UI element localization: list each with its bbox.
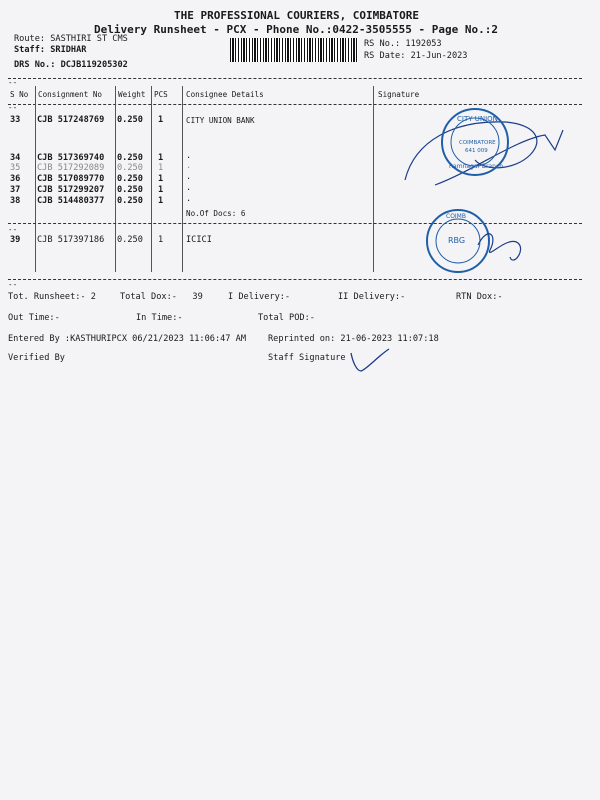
- row-sno: 34: [10, 153, 21, 163]
- barcode: [230, 38, 358, 62]
- row-weight: 0.250: [117, 174, 143, 184]
- rs-date: RS Date: 21-Jun-2023: [364, 51, 468, 61]
- bank-stamp-2: [418, 205, 538, 285]
- reprinted-on: Reprinted on: 21-06-2023 11:07:18: [268, 334, 439, 344]
- divider-mark: --: [8, 78, 18, 87]
- row-consignment: CJB 517369740: [37, 153, 105, 163]
- runsheet-title: Delivery Runsheet - PCX - Phone No.:0422-3505555 - Page No.:2: [94, 23, 498, 36]
- row-weight: 0.250: [117, 153, 143, 163]
- staff-signature-label: Staff Signature: [268, 353, 346, 363]
- divider: [8, 78, 582, 79]
- row-consignment: CJB 517299207: [37, 185, 105, 195]
- company-title: THE PROFESSIONAL COURIERS, COIMBATORE: [174, 9, 420, 22]
- column-line: [151, 86, 152, 272]
- no-of-docs: No.Of Docs: 6: [186, 209, 246, 218]
- row-pcs: 1: [158, 174, 164, 184]
- tot-runsheet: Tot. Runsheet:- 2: [8, 292, 96, 302]
- row-consignment: CJB 517089770: [37, 174, 105, 184]
- divider-mark: --: [8, 280, 18, 289]
- row-sno: 35: [10, 163, 21, 173]
- entered-by: Entered By :KASTHURIPCX 06/21/2023 11:06:47 AM: [8, 334, 246, 344]
- row-sno: 38: [10, 196, 21, 206]
- divider-mark: --: [8, 103, 18, 112]
- stamp-text: RBG: [448, 236, 466, 245]
- row-weight: 0.250: [117, 185, 143, 195]
- col-consignee: Consignee Details: [186, 90, 264, 99]
- row-weight: 0.250: [117, 235, 143, 245]
- row-sno: 39: [10, 235, 21, 245]
- in-time: In Time:-: [136, 313, 183, 323]
- col-signature: Signature: [378, 90, 420, 99]
- total-dox: Total Dox:- 39: [120, 292, 203, 302]
- drs-number: DRS No.: DCJB119205302: [14, 60, 128, 70]
- out-time: Out Time:-: [8, 313, 60, 323]
- row-weight: 0.250: [117, 196, 143, 206]
- row-details: .: [186, 151, 192, 161]
- col-consignment: Consignment No: [38, 90, 103, 99]
- row-consignment: CJB 517248769: [37, 115, 105, 125]
- stamp-text: 641 009: [465, 148, 488, 154]
- rtn-dox: RTN Dox:-: [456, 292, 503, 302]
- row-sno: 33: [10, 115, 21, 125]
- row-pcs: 1: [158, 153, 164, 163]
- divider-mark: --: [8, 225, 18, 234]
- i-delivery: I Delivery:-: [228, 292, 291, 302]
- row-details: CITY UNION BANK: [186, 116, 255, 125]
- col-sno: S No: [10, 90, 29, 99]
- row-weight: 0.250: [117, 115, 143, 125]
- staff-signature-mark: [345, 345, 395, 375]
- row-details: .: [186, 183, 192, 193]
- row-pcs: 1: [158, 196, 164, 206]
- rs-number: RS No.: 1192053: [364, 39, 442, 49]
- row-weight: 0.250: [117, 163, 143, 173]
- column-line: [35, 86, 36, 272]
- row-details: .: [186, 194, 192, 204]
- bank-stamp-1: [395, 100, 585, 200]
- total-pod: Total POD:-: [258, 313, 315, 323]
- staff-label: Staff: SRIDHAR: [14, 45, 87, 55]
- row-sno: 36: [10, 174, 21, 184]
- stamp-text: CITY UNION: [457, 115, 498, 123]
- ii-delivery: II Delivery:-: [338, 292, 406, 302]
- stamp-text: COIMBATORE: [459, 140, 496, 146]
- column-line: [115, 86, 116, 272]
- route-label: Route: SASTHIRI ST CMS: [14, 34, 128, 44]
- row-pcs: 1: [158, 115, 164, 125]
- stamp-text: COIMB: [446, 213, 466, 220]
- col-pcs: PCS: [154, 90, 168, 99]
- row-consignment: CJB 517292089: [37, 163, 105, 173]
- column-line: [182, 86, 183, 272]
- column-line: [373, 86, 374, 272]
- row-pcs: 1: [158, 235, 164, 245]
- row-consignment: CJB 517397186: [37, 235, 105, 245]
- col-weight: Weight: [118, 90, 146, 99]
- row-sno: 37: [10, 185, 21, 195]
- row-details: .: [186, 161, 192, 171]
- row-pcs: 1: [158, 163, 164, 173]
- verified-by: Verified By: [8, 353, 65, 363]
- row-consignment: CJB 514480377: [37, 196, 105, 206]
- stamp-text: Ramnagar Branch: [449, 163, 504, 170]
- row-pcs: 1: [158, 185, 164, 195]
- row-details: ICICI: [186, 235, 212, 245]
- row-details: .: [186, 172, 192, 182]
